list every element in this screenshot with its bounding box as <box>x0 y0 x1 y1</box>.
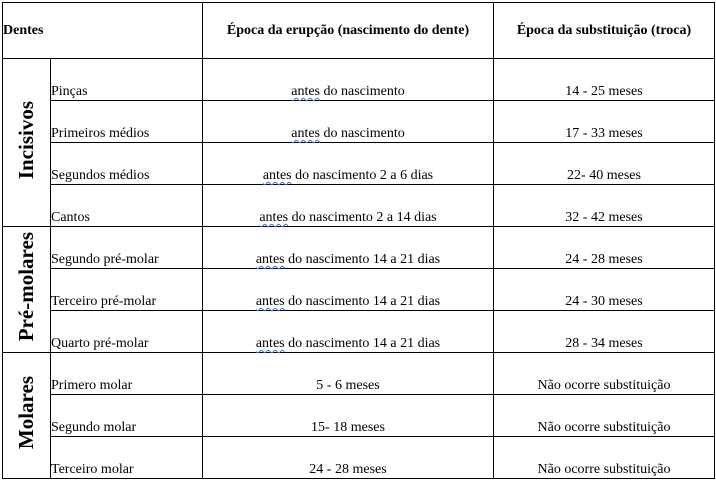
eruption-text: 15- 18 meses <box>311 420 385 435</box>
eruption-flagged-word: antes <box>255 252 285 267</box>
eruption-flagged-word: antes <box>291 84 320 99</box>
header-teeth: Dentes <box>3 3 203 59</box>
group-label: Pré-molares <box>14 232 38 342</box>
eruption-flagged-word: antes <box>259 210 289 225</box>
eruption-cell <box>203 227 494 269</box>
group-cell <box>3 227 51 353</box>
eruption-text: 5 - 6 meses <box>316 378 380 393</box>
table-row <box>3 311 715 353</box>
header-replacement: Época da substituição (troca) <box>494 3 715 59</box>
eruption-text-rest: do nascimento 14 a 21 dias <box>284 336 441 351</box>
replacement-cell: 24 - 28 meses <box>494 227 715 269</box>
group-cell <box>3 59 51 227</box>
eruption-text-rest: do nascimento 14 a 21 dias <box>284 252 441 267</box>
tooth-name: Segundo molar <box>51 395 203 437</box>
replacement-cell: Não ocorre substituição <box>494 395 715 437</box>
replacement-cell: 24 - 30 meses <box>494 269 715 311</box>
table-row <box>3 269 715 311</box>
eruption-flagged-word: antes <box>262 168 292 183</box>
tooth-name: Quarto pré-molar <box>51 311 203 353</box>
replacement-cell: 22- 40 meses <box>494 143 715 185</box>
eruption-text-rest: do nascimento 2 a 6 dias <box>291 168 434 183</box>
group-label: Molares <box>14 376 38 450</box>
eruption-flagged-word: antes <box>291 126 320 141</box>
group-cell <box>3 353 51 479</box>
replacement-cell: 14 - 25 meses <box>494 59 715 101</box>
replacement-cell: 17 - 33 meses <box>494 101 715 143</box>
eruption-flagged-word: antes <box>255 294 285 309</box>
eruption-cell <box>203 269 494 311</box>
eruption-cell <box>203 353 494 395</box>
replacement-cell: 32 - 42 meses <box>494 185 715 227</box>
tooth-name: Cantos <box>51 185 203 227</box>
table-body <box>3 59 715 479</box>
eruption-cell <box>203 185 494 227</box>
tooth-name: Terceiro pré-molar <box>51 269 203 311</box>
eruption-text-rest: do nascimento 14 a 21 dias <box>284 294 441 309</box>
table-row <box>3 227 715 269</box>
tooth-name: Primeiros médios <box>51 101 203 143</box>
tooth-name: Primero molar <box>51 353 203 395</box>
eruption-cell <box>203 437 494 479</box>
table-row <box>3 185 715 227</box>
eruption-cell <box>203 59 494 101</box>
eruption-text: 24 - 28 meses <box>309 462 387 477</box>
table-row <box>3 101 715 143</box>
header-row <box>3 3 715 59</box>
replacement-cell: Não ocorre substituição <box>494 437 715 479</box>
replacement-cell: Não ocorre substituição <box>494 353 715 395</box>
teeth-eruption-table <box>2 2 715 479</box>
tooth-name: Segundos médios <box>51 143 203 185</box>
eruption-cell <box>203 143 494 185</box>
table-row <box>3 395 715 437</box>
eruption-cell <box>203 101 494 143</box>
eruption-cell <box>203 311 494 353</box>
eruption-flagged-word: antes <box>255 336 285 351</box>
eruption-text-rest: do nascimento <box>320 84 405 99</box>
table-row <box>3 59 715 101</box>
replacement-cell: 28 - 34 meses <box>494 311 715 353</box>
tooth-name: Segundo pré-molar <box>51 227 203 269</box>
eruption-text-rest: do nascimento <box>320 126 405 141</box>
eruption-text-rest: do nascimento 2 a 14 dias <box>288 210 437 225</box>
group-label: Incisivos <box>14 100 38 180</box>
tooth-name: Terceiro molar <box>51 437 203 479</box>
tooth-name: Pinças <box>51 59 203 101</box>
table-row <box>3 437 715 479</box>
eruption-cell <box>203 395 494 437</box>
table-row <box>3 353 715 395</box>
header-eruption: Época da erupção (nascimento do dente) <box>203 3 494 59</box>
table-row <box>3 143 715 185</box>
